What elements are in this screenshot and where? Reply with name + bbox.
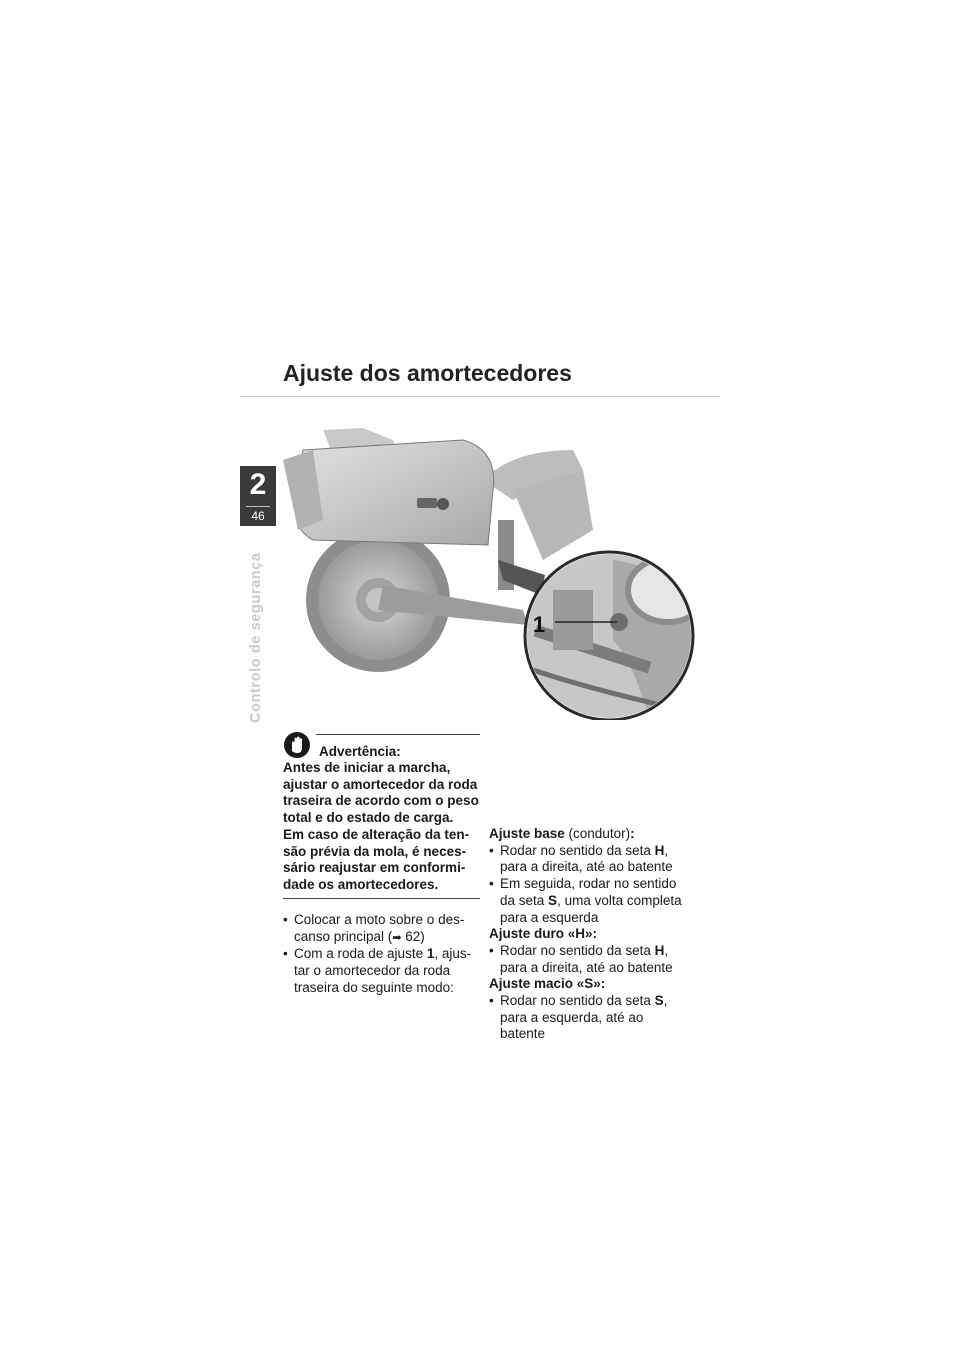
hard-setting-heading: Ajuste duro «H»:	[489, 926, 598, 942]
list-item: • Rodar no sentido da seta H, para a direita, até ao batente	[489, 842, 673, 875]
warning-text: Antes de iniciar a marcha, ajustar o amortecedor da roda traseira de acordo com o peso total e do estado de carga. Em caso de alteração da ten- são prévia da mola, é neces- sário reajustar em conformi- dade os amortecedores.	[283, 760, 479, 892]
warning-title: Advertência:	[319, 744, 401, 759]
motorcycle-shock-absorber-illustration	[283, 410, 720, 720]
chapter-number: 2	[249, 468, 267, 501]
adjustment-settings	[489, 826, 694, 1043]
list-item: • Em seguida, rodar no sentido da seta S, uma volta completa para a esquerda	[489, 876, 682, 925]
page-reference-arrow-icon: ➡	[392, 931, 402, 944]
page-number: 46	[251, 509, 265, 523]
soft-setting-heading: Ajuste macio «S»:	[489, 976, 606, 992]
procedure-steps	[283, 912, 483, 997]
list-item: • Com a roda de ajuste 1, ajus- tar o amortecedor da roda traseira do seguinte modo:	[283, 946, 472, 995]
base-setting-heading: Ajuste base (condutor):	[489, 826, 635, 841]
title-divider	[240, 396, 720, 397]
warning-bottom-rule	[283, 898, 480, 899]
page-title: Ajuste dos amortecedores	[283, 360, 572, 386]
list-item: • Rodar no sentido da seta H, para a direita, até ao batente	[489, 942, 673, 975]
callout-number: 1	[532, 612, 546, 637]
chapter-side-label: Controlo de segurança	[248, 552, 264, 723]
stop-hand-icon	[283, 731, 311, 759]
warning-top-rule	[316, 734, 480, 735]
list-item: • Rodar no sentido da seta S, para a esquerda, até ao batente	[489, 993, 668, 1042]
list-item: • Colocar a moto sobre o des- canso principal (➡ 62)	[283, 912, 465, 944]
